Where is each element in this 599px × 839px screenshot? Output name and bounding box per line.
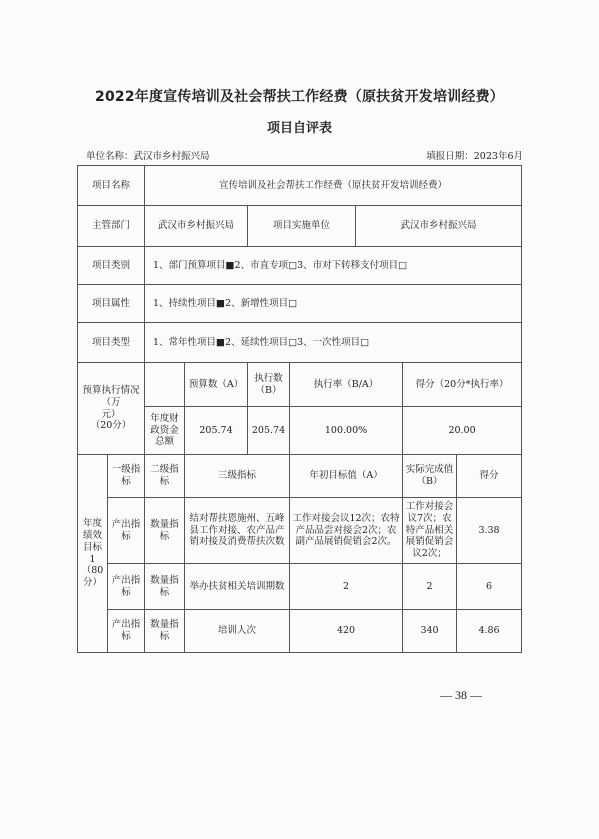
table-row: [78, 455, 522, 498]
budget-label: [78, 363, 145, 455]
perf-l3: 举办扶贫相关培训期数: [185, 564, 290, 610]
attribute-value: 1、持续性项目■2、新增性项目□: [145, 285, 522, 323]
table-row: [78, 498, 522, 564]
impl-value: 武汉市乡村振兴局: [356, 206, 522, 247]
perf-score: 6: [457, 564, 522, 610]
perf-h-score: 得分: [457, 455, 522, 498]
budget-col-score: 得分（20分*执行率）: [403, 363, 522, 407]
perf-actual: 工作对接会议7次；农特产品相关展销促销会议2次；: [403, 498, 457, 564]
document-subtitle: 项目自评表: [266, 121, 332, 136]
perf-h-level2: 二级指标: [145, 455, 185, 498]
budget-empty-header: [145, 363, 185, 407]
perf-target: 工作对接会议12次；农特产品品尝对接会2次；农副产品展销促销会2次。: [290, 498, 403, 564]
dept-value: 武汉市乡村振兴局: [145, 206, 248, 247]
self-evaluation-table: [77, 165, 522, 653]
perf-l2: 数量指标: [145, 610, 185, 653]
perf-l1: 产出指标: [108, 498, 145, 564]
perf-l3: 培训人次: [185, 610, 290, 653]
table-row: [78, 323, 522, 363]
score-value: 20.00: [403, 407, 522, 455]
perf-h-level3: 三级指标: [185, 455, 290, 498]
document-title: 2022年度宣传培训及社会帮扶工作经费（原扶贫开发培训经费）: [95, 89, 504, 105]
type-value: 1、常年性项目■2、延续性项目□3、一次性项目□: [145, 323, 522, 363]
type-label: 项目类型: [78, 323, 145, 363]
perf-l1: 产出指标: [108, 564, 145, 610]
table-row: [78, 247, 522, 285]
unit-name: 单位名称：武汉市乡村振兴局: [86, 151, 210, 162]
exec-value: 205.74: [248, 407, 290, 455]
budget-col-budget: 预算数（A）: [185, 363, 248, 407]
project-name-label: 项目名称: [78, 166, 145, 206]
budget-label-line3: （20分）: [90, 420, 132, 432]
attribute-label: 项目属性: [78, 285, 145, 323]
perf-score: 3.38: [457, 498, 522, 564]
category-label: 项目类别: [78, 247, 145, 285]
budget-label-line2: 元）: [101, 408, 121, 420]
impl-label: 项目实施单位: [248, 206, 356, 247]
table-row: [78, 407, 522, 455]
project-name-value: 宣传培训及社会帮扶工作经费（原扶贫开发培训经费）: [145, 166, 522, 206]
perf-l2: 数量指标: [145, 498, 185, 564]
perf-actual: 2: [403, 564, 457, 610]
perf-target: 2: [290, 564, 403, 610]
table-row: [78, 610, 522, 653]
dept-label: 主管部门: [78, 206, 145, 247]
perf-l1: 产出指标: [108, 610, 145, 653]
category-value: 1、部门预算项目■2、市直专项□3、市对下转移支付项目□: [145, 247, 522, 285]
table-row: [78, 166, 522, 206]
budget-col-exec: 执行数（B）: [248, 363, 290, 407]
perf-actual: 340: [403, 610, 457, 653]
table-row: [78, 206, 522, 247]
perf-l2: 数量指标: [145, 564, 185, 610]
perf-score: 4.86: [457, 610, 522, 653]
perf-h-level1: 一级指标: [108, 455, 145, 498]
budget-value: 205.74: [185, 407, 248, 455]
performance-label: 年度绩效目标1（80分）: [78, 455, 108, 653]
budget-row-label: 年度财政资金总额: [145, 407, 185, 455]
perf-h-actual: 实际完成值（B）: [403, 455, 457, 498]
rate-value: 100.00%: [290, 407, 403, 455]
budget-col-rate: 执行率（B/A）: [290, 363, 403, 407]
table-row: [78, 363, 522, 407]
perf-l3: 结对帮扶恩施州、五峰县工作对接、农产品产销对接及消费帮扶次数: [185, 498, 290, 564]
perf-h-target: 年初目标值（A）: [290, 455, 403, 498]
report-date: 填报日期：2023年6月: [426, 151, 523, 162]
page-number: — 38 —: [440, 688, 482, 702]
table-row: [78, 564, 522, 610]
budget-label-line1: 预算执行情况（万: [82, 384, 140, 408]
table-row: [78, 285, 522, 323]
perf-target: 420: [290, 610, 403, 653]
